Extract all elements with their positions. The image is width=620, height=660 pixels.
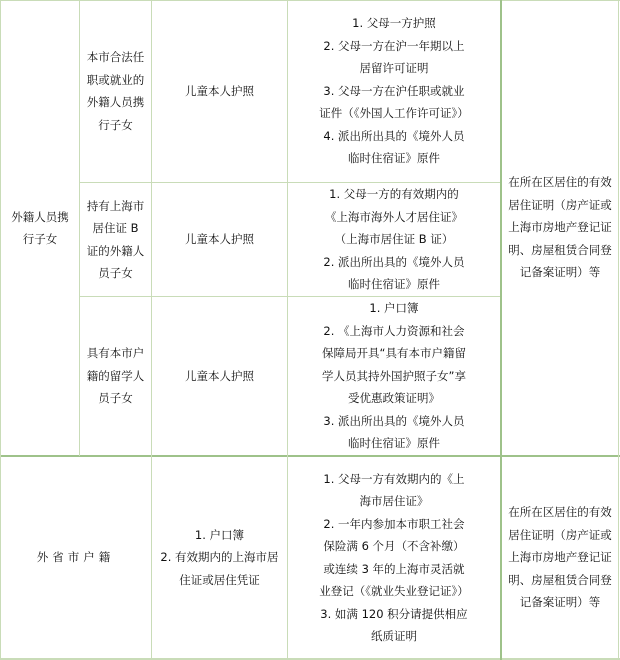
category-cell [80, 183, 151, 296]
id-doc: 儿童本人护照 [185, 232, 254, 247]
category-cell [80, 0, 151, 182]
requirements-cell [288, 0, 500, 182]
requirement-item: 1. 父母一方护照 [352, 16, 436, 31]
id-doc-cell [152, 0, 287, 182]
requirement-item: 1. 父母一方的有效期内的《上海市海外人才居住证》（上海市居住证 B 证） [325, 187, 463, 247]
requirement-item: 4. 派出所出具的《境外人员临时住宿证》原件 [323, 128, 465, 166]
id-doc-list [160, 524, 280, 592]
id-doc: 儿童本人护照 [185, 83, 254, 98]
id-doc-cell [152, 457, 287, 658]
requirements-cell [288, 457, 500, 658]
group-label-cell [0, 457, 151, 658]
category-label: 持有上海市居住证 B 证的外籍人员子女 [86, 198, 145, 280]
id-doc-cell [152, 297, 287, 455]
requirements-list [319, 12, 469, 170]
id-doc-cell [152, 183, 287, 296]
residence-cell [502, 457, 618, 658]
category-label: 具有本市户籍的留学人员子女 [86, 346, 145, 406]
residence-proof: 在所在区居住的有效居住证明（房产证或上海市房地产登记证明、房屋租赁合同登记备案证明）等 [508, 175, 612, 280]
requirement-item: 2. 一年内参加本市职工社会保险满 6 个月（不含补缴）或连续 3 年的上海市灵活就业登记（《就业失业登记证》） [319, 516, 469, 598]
category-label: 本市合法任职或就业的外籍人员携行子女 [86, 50, 145, 132]
requirement-item: 3. 如满 120 积分请提供相应纸质证明 [320, 606, 468, 643]
requirement-item: 1. 户口簿 [369, 301, 419, 316]
requirements-cell [288, 297, 500, 455]
requirements-list [319, 183, 469, 296]
group-label: 外籍人员携行子女 [11, 209, 69, 246]
residence-cell [502, 0, 618, 455]
requirement-item: 2. 派出所出具的《境外人员临时住宿证》原件 [323, 254, 465, 292]
group-label-cell [0, 0, 80, 456]
requirement-item: 1. 父母一方有效期内的《上海市居住证》 [323, 471, 465, 508]
requirements-list [319, 297, 469, 455]
requirement-item: 2. 《上海市人力资源和社会保障局开具“具有本市户籍留学人员其持外国护照子女”享受优惠政策证明》 [322, 323, 466, 406]
table-line [618, 0, 619, 660]
residence-proof: 在所在区居住的有效居住证明（房产证或上海市房地产登记证明、房屋租赁合同登记备案证明）等 [508, 505, 612, 610]
requirements-cell [288, 183, 500, 296]
id-doc: 儿童本人护照 [185, 368, 254, 383]
id-doc-item: 2. 有效期内的上海市居住证或居住凭证 [160, 550, 279, 587]
group-label: 外省市户籍 [36, 550, 115, 565]
requirements-list [319, 468, 469, 648]
requirement-item: 2. 父母一方在沪一年期以上居留许可证明 [323, 38, 465, 76]
category-cell [80, 297, 151, 455]
requirement-item: 3. 派出所出具的《境外人员临时住宿证》原件 [323, 413, 465, 451]
id-doc-item: 1. 户口簿 [194, 527, 245, 542]
requirement-item: 3. 父母一方在沪任职或就业证件（《外国人工作许可证》） [319, 83, 469, 121]
